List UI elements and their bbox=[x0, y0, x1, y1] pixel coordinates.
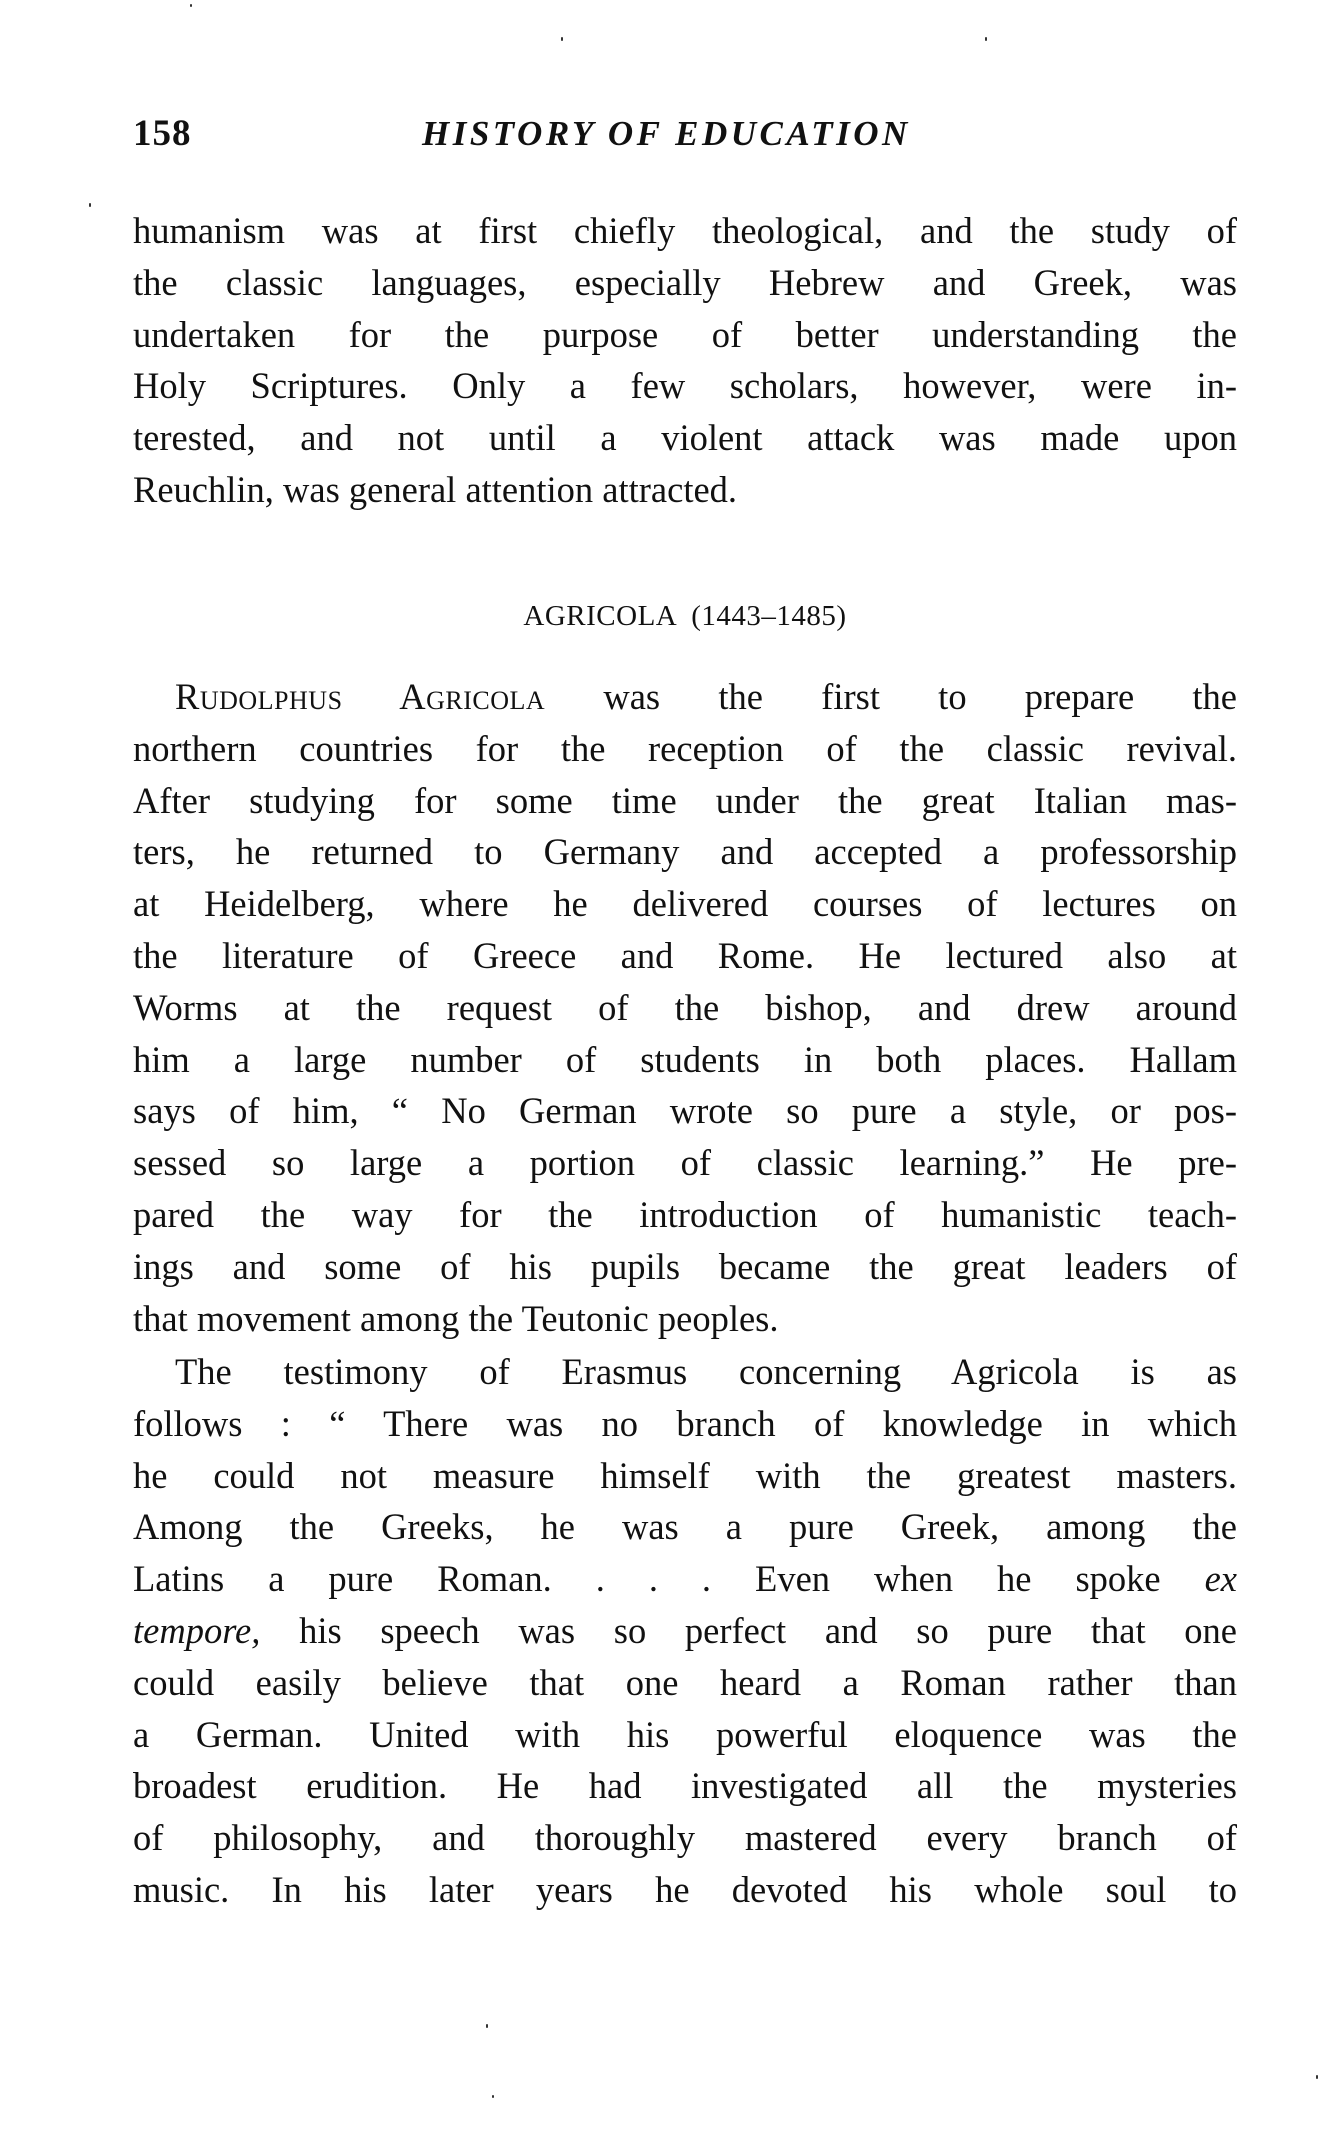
italic-phrase: tempore, bbox=[133, 1609, 261, 1651]
text-line: the literature of Greece and Rome. He lectured also at bbox=[133, 934, 1237, 976]
text-line: follows : “ There was no branch of knowledge in which bbox=[133, 1402, 1237, 1444]
text-line: could easily believe that one heard a Roman rather than bbox=[133, 1661, 1237, 1703]
scan-speck bbox=[89, 203, 91, 207]
running-head bbox=[133, 110, 1237, 158]
section-heading-name: AGRICOLA bbox=[523, 600, 678, 632]
section-heading bbox=[133, 596, 1237, 636]
text-line: undertaken for the purpose of better understanding the bbox=[133, 313, 1237, 355]
text-line-rest: his speech was so perfect and so pure that one bbox=[299, 1609, 1237, 1651]
paragraph-3 bbox=[133, 1346, 1237, 1916]
text-line: broadest erudition. He had investigated all the mysteries bbox=[133, 1765, 1237, 1807]
text-line: a German. United with his powerful eloquence was the bbox=[133, 1713, 1237, 1755]
text-line: the classic languages, especially Hebrew and Greek, was bbox=[133, 261, 1237, 303]
text-line: The testimony of Erasmus concerning Agricola is as bbox=[175, 1351, 1237, 1392]
scan-speck bbox=[190, 4, 192, 7]
italic-phrase: ex bbox=[1204, 1558, 1237, 1600]
section-heading-dates: (1443–1485) bbox=[691, 600, 847, 632]
text-line: him a large number of students in both places. Hallam bbox=[133, 1038, 1237, 1080]
text-line: Among the Greeks, he was a pure Greek, among the bbox=[133, 1506, 1237, 1548]
lead-name-smallcaps: Rudolphus Agricola bbox=[175, 676, 546, 717]
text-line bbox=[133, 1605, 1237, 1657]
text-line: sessed so large a portion of classic learning.” He pre- bbox=[133, 1142, 1237, 1184]
text-line: northern countries for the reception of the classic revival. bbox=[133, 727, 1237, 769]
text-line bbox=[133, 1553, 1237, 1605]
text-line: terested, and not until a violent attack was made upon bbox=[133, 417, 1237, 459]
text-line: pared the way for the introduction of humanistic teach- bbox=[133, 1193, 1237, 1235]
scan-speck bbox=[1316, 2075, 1318, 2079]
text-line: that movement among the Teutonic peoples. bbox=[133, 1297, 779, 1339]
scan-speck bbox=[985, 37, 987, 41]
text-line: at Heidelberg, where he delivered courses of lectures on bbox=[133, 883, 1237, 925]
text-line: ters, he returned to Germany and accepted a professorship bbox=[133, 831, 1237, 873]
text-line: says of him, “ No German wrote so pure a style, or pos- bbox=[133, 1090, 1237, 1132]
text-line: humanism was at first chiefly theological, and the study of bbox=[133, 210, 1237, 251]
text-line: ings and some of his pupils became the great leaders of bbox=[133, 1245, 1237, 1287]
paragraph-2 bbox=[133, 671, 1237, 1344]
scan-speck bbox=[486, 2024, 488, 2028]
text-line: music. In his later years he devoted his whole soul to bbox=[133, 1868, 1237, 1910]
scan-speck bbox=[492, 2095, 494, 2098]
text-line: Holy Scriptures. Only a few scholars, however, were in- bbox=[133, 365, 1237, 407]
text-line: he could not measure himself with the greatest masters. bbox=[133, 1454, 1237, 1496]
running-title: HISTORY OF EDUCATION bbox=[422, 114, 911, 153]
text-line bbox=[133, 671, 1237, 723]
text-line: Reuchlin, was general attention attracted. bbox=[133, 468, 738, 510]
text-line: of philosophy, and thoroughly mastered every branch of bbox=[133, 1817, 1237, 1859]
paragraph-1 bbox=[133, 205, 1237, 516]
scan-speck bbox=[561, 37, 563, 41]
page-number: 158 bbox=[133, 113, 192, 154]
text-line-start: Latins a pure Roman. . . . Even when he spoke bbox=[133, 1558, 1161, 1600]
text-line-rest: was the first to prepare the bbox=[545, 676, 1237, 717]
text-line: Worms at the request of the bishop, and drew around bbox=[133, 986, 1237, 1028]
text-line: After studying for some time under the great Italian mas- bbox=[133, 779, 1237, 821]
